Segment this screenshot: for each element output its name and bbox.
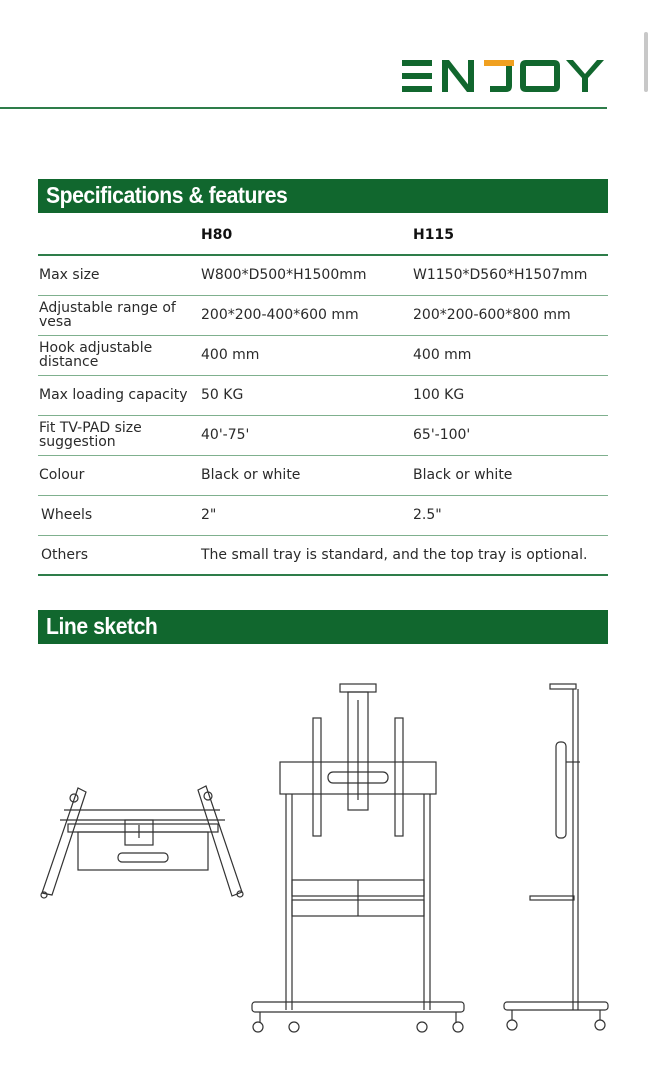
spec-header-empty (38, 215, 201, 255)
row-label: Wheels (38, 495, 201, 535)
h80-value: W800*D500*H1500mm (201, 255, 413, 295)
spec-header-row (38, 215, 608, 255)
row-label: Others (38, 535, 201, 575)
others-note: The small tray is standard, and the top tray is optional. (201, 535, 608, 575)
sketch-section-header (38, 610, 608, 644)
h80-value: 50 KG (201, 375, 413, 415)
table-row (38, 375, 608, 415)
table-row (38, 495, 608, 535)
table-row (38, 295, 608, 335)
row-label: Adjustable range of vesa (38, 295, 201, 335)
table-row (38, 455, 608, 495)
table-row (38, 535, 608, 575)
model-h80-header: H80 (201, 215, 413, 255)
table-row (38, 255, 608, 295)
h115-value: 200*200-600*800 mm (413, 295, 608, 335)
h115-value: 2.5" (413, 495, 608, 535)
h80-value: 40'-75' (201, 415, 413, 455)
h80-value: 200*200-400*600 mm (201, 295, 413, 335)
model-h115-header: H115 (413, 215, 608, 255)
table-row (38, 335, 608, 375)
h115-value: Black or white (413, 455, 608, 495)
table-row (38, 415, 608, 455)
spec-section-title: Specifications & features (46, 182, 288, 208)
h80-value: Black or white (201, 455, 413, 495)
header-rule (0, 107, 607, 109)
h115-value: 65'-100' (413, 415, 608, 455)
row-label: Fit TV-PAD size suggestion (38, 415, 201, 455)
scrollbar[interactable] (644, 32, 648, 92)
h115-value: W1150*D560*H1507mm (413, 255, 608, 295)
h115-value: 100 KG (413, 375, 608, 415)
sketch-section-title: Line sketch (46, 613, 158, 639)
line-sketch-drawing (30, 670, 620, 1040)
perspective-view (41, 786, 243, 898)
h115-value: 400 mm (413, 335, 608, 375)
row-label: Max loading capacity (38, 375, 201, 415)
h80-value: 400 mm (201, 335, 413, 375)
spec-table (38, 215, 608, 576)
enjoy-logo (402, 56, 608, 96)
spec-section-header (38, 179, 608, 213)
h80-value: 2" (201, 495, 413, 535)
row-label: Hook adjustable distance (38, 335, 201, 375)
side-view (504, 684, 608, 1030)
row-label: Colour (38, 455, 201, 495)
row-label: Max size (38, 255, 201, 295)
front-view (252, 684, 464, 1032)
